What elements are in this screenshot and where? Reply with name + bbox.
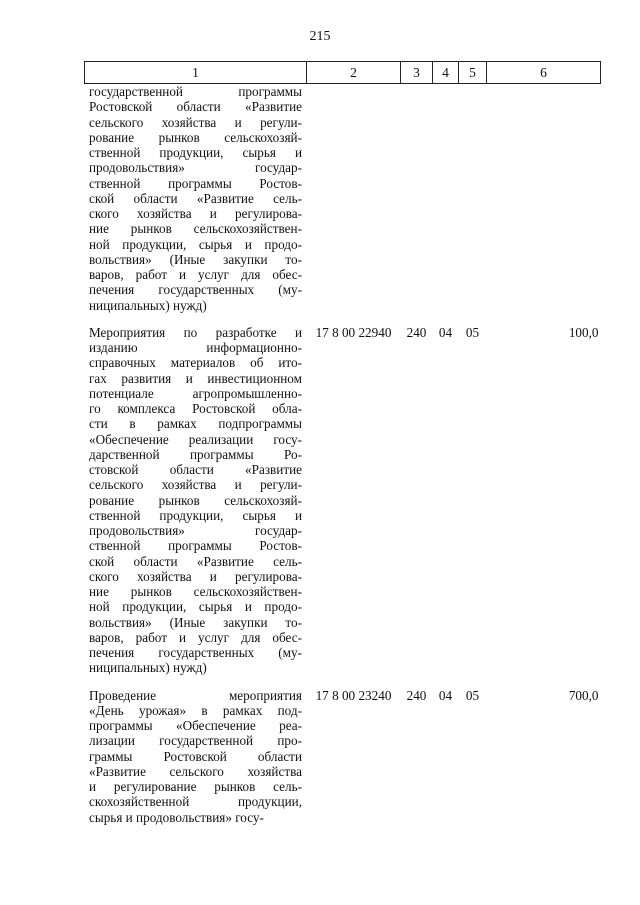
description-line: ственной продукции, сырья и — [89, 145, 302, 160]
row-subsection: 05 — [465, 324, 480, 340]
description-line: «День урожая» в рамках под- — [89, 702, 302, 718]
description-line: государственной программы — [89, 84, 302, 99]
table-row — [85, 84, 601, 325]
row-section: 04 — [438, 687, 453, 703]
description-line: ской области «Развитие сель- — [89, 553, 302, 569]
row-amount — [487, 84, 601, 325]
row-description — [85, 84, 307, 325]
description-line: «Развитие сельского хозяйства — [89, 763, 302, 779]
description-line: граммы Ростовской области — [89, 748, 302, 764]
column-header-1: 1 — [85, 62, 307, 84]
description-line: сырья и продовольствия» госу- — [89, 809, 264, 825]
description-line: ского хозяйства и регулирова- — [89, 206, 302, 221]
description-line: скохозяйственной продукции, — [89, 794, 302, 810]
description-line: рование рынков сельскохозяй- — [89, 492, 302, 508]
row-section — [433, 84, 459, 325]
description-line: справочных материалов об ито- — [89, 355, 302, 371]
description-line: лизации государственной про- — [89, 733, 302, 749]
description-line: гах развития и инвестиционном — [89, 370, 302, 386]
row-amount: 700,0 — [568, 687, 599, 703]
description-line: ной продукции, сырья и продо- — [89, 599, 302, 615]
description-line: ниципальных) нужд) — [89, 660, 207, 676]
description-line: ского хозяйства и регулирова- — [89, 568, 302, 584]
row-code: 17 8 00 23240 — [315, 687, 392, 703]
column-header-4: 4 — [433, 62, 459, 84]
table-row — [85, 688, 601, 837]
description-line: продовольствия» государ- — [89, 160, 302, 176]
description-line: Ростовской области «Развитие — [89, 99, 302, 115]
budget-table — [84, 61, 601, 837]
row-code — [307, 84, 401, 325]
description-line: и регулирование рынков сель- — [89, 779, 302, 794]
row-expense-type — [401, 84, 433, 325]
description-line: ственной программы Ростов- — [89, 175, 302, 191]
page-number: 215 — [309, 29, 331, 44]
description-line: «Обеспечение реализации госу- — [89, 431, 302, 447]
description-line: дарственной программы Ро- — [89, 446, 302, 462]
column-header-6: 6 — [487, 62, 601, 84]
description-line: Мероприятия по разработке и — [89, 324, 302, 340]
row-code: 17 8 00 22940 — [315, 324, 392, 340]
row-subsection: 05 — [465, 687, 480, 703]
description-line: ственной продукции, сырья и — [89, 507, 302, 523]
description-line: вольствия» (Иные закупки то- — [89, 614, 302, 630]
description-line: го комплекса Ростовской обла- — [89, 401, 302, 416]
row-expense-type: 240 — [406, 324, 427, 340]
description-line: программы «Обеспечение реа- — [89, 718, 302, 733]
description-line: ской области «Развитие сель- — [89, 190, 302, 206]
column-header-5: 5 — [459, 62, 487, 84]
table-body — [85, 84, 601, 837]
row-description — [85, 688, 307, 837]
description-line: печения государственных (му- — [89, 645, 302, 660]
description-line: изданию информационно- — [89, 340, 302, 355]
description-line: сельского хозяйства и регули- — [89, 477, 302, 493]
description-line: ственной программы Ростов- — [89, 538, 302, 554]
description-line: рование рынков сельскохозяй- — [89, 129, 302, 145]
description-line: стовской области «Развитие — [89, 462, 302, 477]
table-row — [85, 325, 601, 688]
column-header-2: 2 — [307, 62, 401, 84]
description-line: продовольствия» государ- — [89, 523, 302, 538]
row-description — [85, 325, 307, 688]
description-line: ние рынков сельскохозяйствен- — [89, 584, 302, 599]
description-line: сти в рамках подпрограммы — [89, 416, 302, 432]
description-line: варов, работ и услуг для обес- — [89, 629, 302, 645]
description-line: ной продукции, сырья и продо- — [89, 236, 302, 252]
description-line: сельского хозяйства и регули- — [89, 114, 302, 130]
column-header-3: 3 — [401, 62, 433, 84]
row-subsection — [459, 84, 487, 325]
description-line: потенциале агропромышленно- — [89, 385, 302, 401]
description-line: варов, работ и услуг для обес- — [89, 267, 302, 282]
row-expense-type: 240 — [406, 687, 427, 703]
row-section: 04 — [438, 324, 453, 340]
table-header — [85, 62, 601, 84]
description-line: ниципальных) нужд) — [89, 297, 207, 313]
description-line: печения государственных (му- — [89, 282, 302, 298]
description-line: вольствия» (Иные закупки то- — [89, 251, 302, 267]
row-amount: 100,0 — [568, 324, 599, 340]
description-line: ние рынков сельскохозяйствен- — [89, 221, 302, 237]
description-line: Проведение мероприятия — [89, 687, 302, 703]
